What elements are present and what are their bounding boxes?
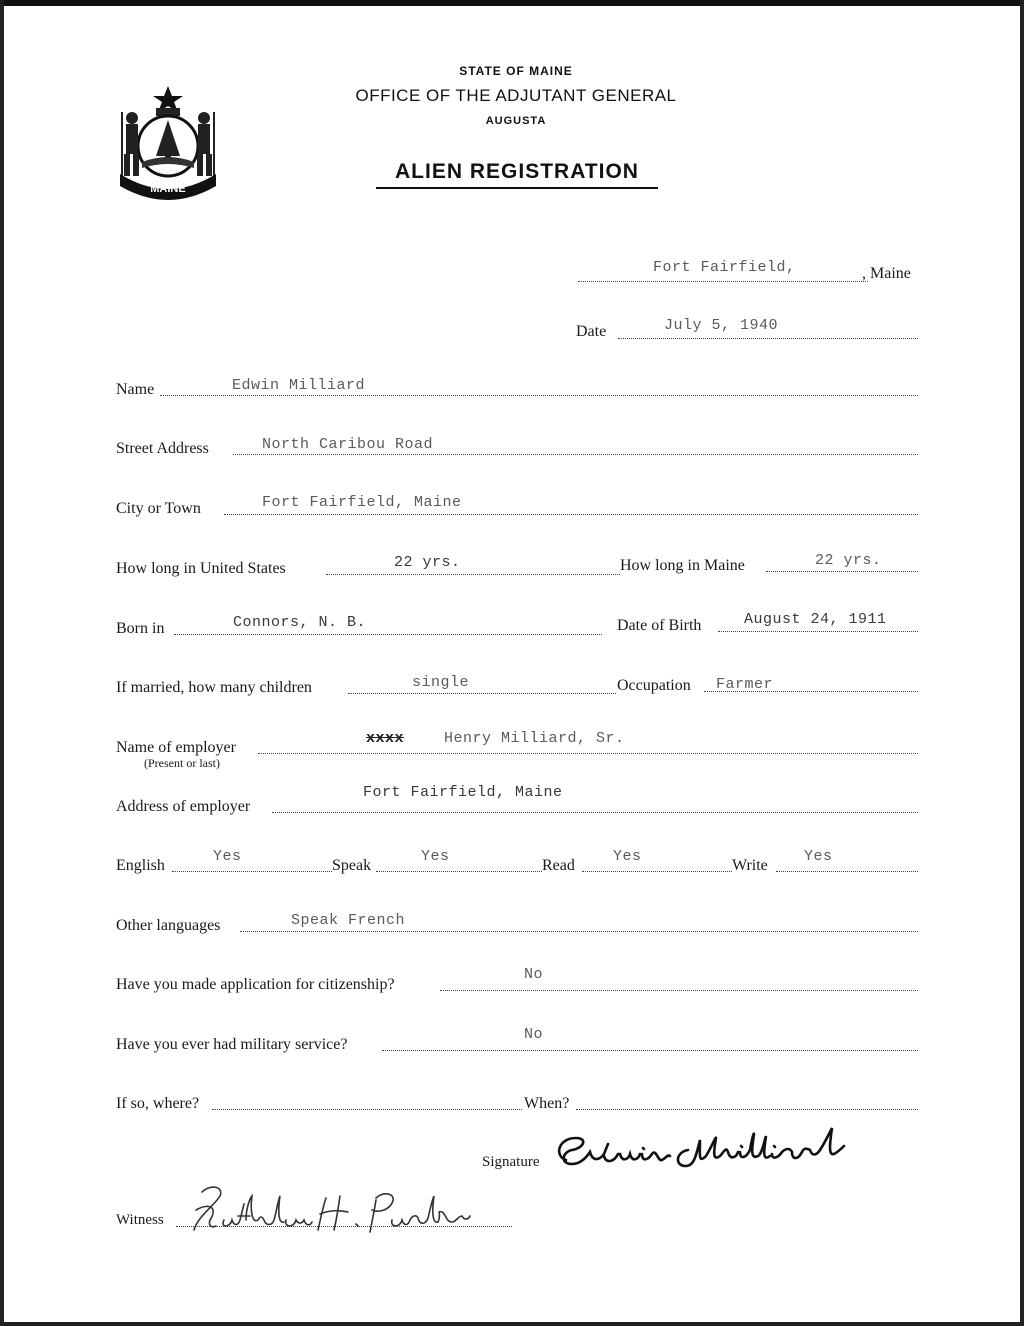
children-label: If married, how many children	[116, 679, 312, 696]
name-line	[160, 395, 918, 396]
speak-label: Speak	[332, 857, 372, 874]
witness-label: Witness	[116, 1212, 164, 1228]
occupation-label: Occupation	[617, 677, 691, 694]
signature-label: Signature	[482, 1154, 540, 1170]
place-line	[578, 281, 868, 282]
other-languages-value: Speak French	[291, 912, 406, 929]
when-label: When?	[524, 1095, 570, 1112]
street-label: Street Address	[116, 440, 209, 457]
scan-border-top	[0, 0, 1024, 6]
dob-value: August 24, 1911	[744, 611, 887, 628]
header-office: OFFICE OF THE ADJUTANT GENERAL	[355, 86, 677, 105]
employer-address-label: Address of employer	[116, 798, 251, 815]
english-value: Yes	[213, 848, 242, 865]
city-value: Fort Fairfield, Maine	[262, 494, 462, 511]
children-value: single	[412, 674, 470, 691]
speak-line	[376, 871, 542, 872]
citizenship-value: No	[524, 966, 544, 983]
read-label: Read	[542, 857, 575, 874]
military-value: No	[524, 1026, 544, 1043]
us-time-line	[326, 574, 620, 575]
english-label: English	[116, 857, 165, 874]
employer-strikeout: xxxx	[366, 730, 405, 747]
dob-label: Date of Birth	[617, 617, 702, 634]
place-value: Fort Fairfield,	[653, 259, 796, 276]
read-line	[582, 871, 732, 872]
header-city: AUGUSTA	[485, 115, 547, 127]
maine-time-label: How long in Maine	[620, 557, 745, 574]
dob-line	[718, 631, 918, 632]
employer-address-value: Fort Fairfield, Maine	[363, 784, 563, 801]
military-line	[382, 1050, 918, 1051]
date-value: July 5, 1940	[664, 317, 779, 334]
citizenship-line	[440, 990, 918, 991]
employer-sublabel: (Present or last)	[144, 756, 220, 770]
employer-value: Henry Milliard, Sr.	[444, 730, 625, 747]
us-time-value: 22 yrs.	[394, 554, 461, 571]
other-languages-line	[240, 931, 918, 932]
military-label: Have you ever had military service?	[116, 1036, 348, 1053]
born-label: Born in	[116, 620, 165, 637]
employer-label: Name of employer	[116, 739, 236, 756]
employer-line	[258, 753, 918, 754]
children-line	[348, 693, 616, 694]
city-line	[224, 514, 918, 515]
read-value: Yes	[613, 848, 642, 865]
form-title: ALIEN REGISTRATION	[376, 160, 658, 189]
witness-signature	[180, 1180, 480, 1240]
write-value: Yes	[804, 848, 833, 865]
maine-time-value: 22 yrs.	[815, 552, 882, 569]
speak-value: Yes	[421, 848, 450, 865]
street-line	[233, 454, 918, 455]
date-line	[618, 338, 918, 339]
english-line	[172, 871, 332, 872]
city-label: City or Town	[116, 500, 201, 517]
street-value: North Caribou Road	[262, 436, 434, 453]
maine-state-seal-icon	[112, 82, 224, 200]
maine-time-line	[766, 571, 918, 572]
date-label: Date	[576, 323, 607, 340]
name-label: Name	[116, 381, 155, 398]
write-label: Write	[732, 857, 768, 874]
born-line	[174, 634, 602, 635]
when-line	[576, 1109, 918, 1110]
other-languages-label: Other languages	[116, 917, 221, 934]
seal-banner-text: MAINE	[150, 183, 186, 195]
employer-address-line	[272, 812, 918, 813]
name-value: Edwin Milliard	[232, 377, 366, 394]
scan-border-left	[0, 0, 4, 1326]
us-time-label: How long in United States	[116, 560, 286, 577]
where-label: If so, where?	[116, 1095, 200, 1112]
occupation-value: Farmer	[716, 676, 774, 693]
header-state: STATE OF MAINE	[459, 64, 573, 78]
citizenship-label: Have you made application for citizenship?	[116, 976, 395, 993]
place-suffix: , Maine	[862, 265, 911, 282]
applicant-signature	[548, 1126, 858, 1180]
born-value: Connors, N. B.	[233, 614, 367, 631]
scan-border-bottom	[0, 1322, 1024, 1326]
write-line	[776, 871, 918, 872]
where-line	[212, 1109, 522, 1110]
scan-border-right	[1020, 0, 1024, 1326]
